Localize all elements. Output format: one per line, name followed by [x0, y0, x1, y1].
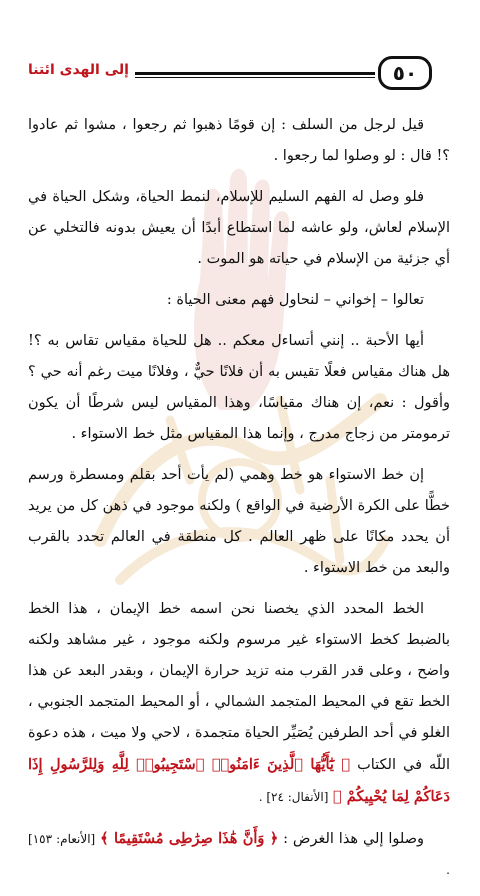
page-header [0, 56, 480, 96]
paragraph-with-verse [28, 823, 450, 886]
book-title: إلى الهدى ائتنا [22, 59, 135, 81]
paragraph-text: الخط المحدد الذي يخصنا نحن اسمه خط الإيمان ، هذا الخط بالضبط كخط الاستواء غير مرسوم ولكنه موجود ، غير مشاهد ولكنه واضح ، وعلى قدر القرب منه تزيد حرارة الإيمان ، وبقدر البعد عن هذا الخط تقع في المحيط المتجمد الشمالي ، أو المحيط المتجمد الجنوبي ، الغلو في أحد الطرفين يُصَيِّر الحياة متجمدة ، لاحي ولا ميت ، هذه دعوة اللّه في الكتاب [28, 601, 451, 773]
paragraph: قيل لرجل من السلف : إن قومًا ذهبوا ثم رجعوا ، مشوا ثم عادوا ؟! قال : لو وصلوا لما رجعوا . [28, 117, 450, 164]
quran-verse: ﴿ وَأَنَّ هَٰذَا صِرَٰطِى مُسْتَقِيمًا ﴾ [100, 830, 279, 847]
quran-verse: ﴿ يَٰٓأَيُّهَا ٱلَّذِينَ ءَامَنُوا۟ ٱسْتَجِيبُوا۟ لِلَّهِ وَلِلرَّسُولِ إِذَا دَعَاكُمْ لِمَا يُحْيِيكُمْ ﴾ [28, 756, 450, 805]
paragraph-text: وصلوا إلي هذا الغرض : [283, 831, 425, 847]
paragraph: فلو وصل له الفهم السليم للإسلام، لنمط الحياة، وشكل الحياة في الإسلام لعاش، ولو عاشه لما استطاع أبدًا أن يعيش بدونه فالتخلي عن أي جزئية من الإسلام في حياته هو الموت . [28, 189, 450, 267]
verse-reference: [الأنفال: ٢٤] . [258, 790, 329, 804]
page-body [28, 110, 450, 896]
paragraph-with-verse [28, 594, 450, 813]
page-number: ٥٠ [378, 56, 432, 90]
paragraph: إن خط الاستواء هو خط وهمي (لم يأت أحد بقلم ومسطرة ورسم خطًّا على الكرة الأرضية في الواقع ) ولكنه موجود في ذهن كل من يريد أن يحدد مكانًا على ظهر العالم . كل منطقة في العالم تحدد بالقرب والبعد من خط الاستواء . [28, 467, 450, 576]
paragraph: تعالوا – إخواني – لنحاول فهم معنى الحياة : [166, 292, 424, 308]
verse-reference: [الأنعام: ١٥٣] . [28, 832, 450, 877]
paragraph: أيها الأحبة .. إنني أتساءل معكم .. هل للحياة مقياس تقاس به ؟! هل هناك مقياس فعلًا تقيس به أن فلانًا حيٌّ ، وفلانًا ميت رغم أنه حي ؟ وأقول : نعم، إن هناك مقياسًا، وهذا المقياس ليس شرطًا أن يكون ترمومتر من زجاج مدرج ، وإنما هذا المقياس مثل خط الاستواء . [28, 333, 450, 442]
